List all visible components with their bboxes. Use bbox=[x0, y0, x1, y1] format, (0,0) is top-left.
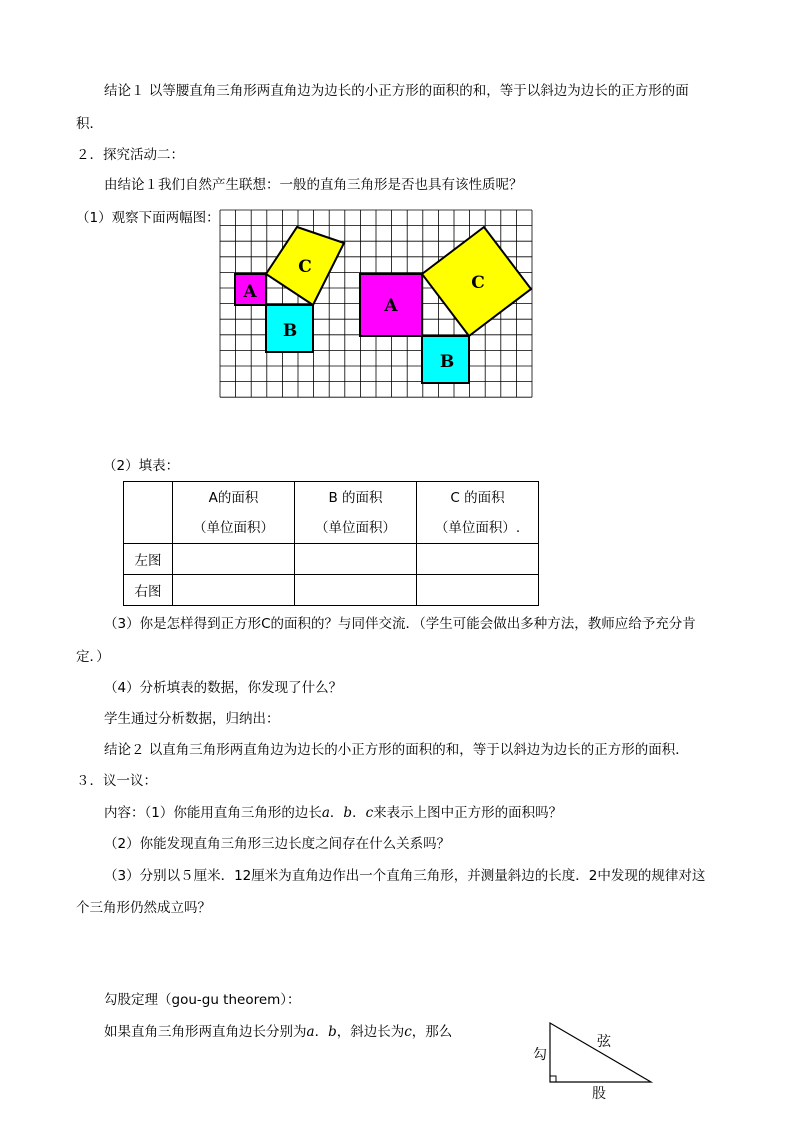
theorem-sep: ． bbox=[314, 1024, 329, 1040]
discuss-q3-line1: （3）分别以５厘米．12厘米为直角边作出一个直角三角形，并测量斜边的长度．2中发现的规律对这 bbox=[104, 868, 706, 884]
right-angle-mark bbox=[550, 1076, 556, 1082]
conclusion1-line1: 结论１ 以等腰直角三角形两直角边为边长的小正方形的面积的和，等于以斜边为边长的正方形的面 bbox=[104, 83, 689, 99]
theorem-title: 勾股定理（gou-gu theorem）： bbox=[104, 992, 301, 1008]
activity2-heading: ２．探究活动二： bbox=[76, 147, 184, 163]
fill-table-label: （2）填表： bbox=[103, 458, 180, 474]
activity2-intro: 由结论１我们自然产生联想：一般的直角三角形是否也具有该性质呢？ bbox=[104, 177, 523, 193]
discuss-q3-line2: 个三角形仍然成立吗？ bbox=[76, 900, 211, 916]
q3-line2: 定．） bbox=[76, 649, 110, 665]
fill-table bbox=[123, 481, 539, 606]
header-a-line1: A的面积 bbox=[208, 489, 259, 506]
theorem-stmt-post: ，那么 bbox=[411, 1024, 453, 1040]
theorem-var-b: b bbox=[328, 1024, 337, 1040]
right-label-a: A bbox=[384, 296, 398, 316]
cell-right-b[interactable] bbox=[295, 575, 417, 606]
right-triangle bbox=[550, 1023, 651, 1082]
theorem-var-c: c bbox=[404, 1024, 412, 1040]
table-header-b bbox=[295, 482, 417, 544]
table-row bbox=[124, 544, 539, 575]
cell-left-b[interactable] bbox=[295, 544, 417, 575]
cell-right-a[interactable] bbox=[173, 575, 295, 606]
right-label-b: B bbox=[439, 352, 455, 372]
theorem-statement bbox=[104, 1022, 452, 1042]
discuss-q1 bbox=[104, 803, 562, 823]
left-label-b: B bbox=[282, 321, 298, 341]
cell-left-c[interactable] bbox=[417, 544, 539, 575]
label-xian: 弦 bbox=[597, 1034, 611, 1050]
row-label-left: 左图 bbox=[124, 544, 173, 575]
table-header-a bbox=[173, 482, 295, 544]
conclusion1-line2: 积． bbox=[76, 116, 103, 132]
row-label-right: 右图 bbox=[124, 575, 173, 606]
conclusion2-text: 结论２ 以直角三角形两直角边为边长的小正方形的面积的和，等于以斜边为边长的正方形的面积． bbox=[104, 742, 689, 758]
discuss-heading: ３．议一议： bbox=[76, 773, 157, 789]
right-triangle-diagram bbox=[530, 1018, 660, 1102]
table-header-c bbox=[417, 482, 539, 544]
observe-label: （1）观察下面两幅图： bbox=[76, 210, 220, 226]
discuss-q2: （2）你能发现直角三角形三边长度之间存在什么关系吗？ bbox=[104, 836, 451, 852]
theorem-stmt-pre: 如果直角三角形两直角边长分别为 bbox=[104, 1024, 307, 1040]
theorem-var-a: a bbox=[306, 1024, 315, 1040]
right-label-c: C bbox=[471, 273, 485, 293]
left-label-a: A bbox=[243, 282, 257, 302]
header-a-line2: （单位面积） bbox=[193, 519, 274, 536]
table-row bbox=[124, 482, 539, 544]
header-b-line1: B 的面积 bbox=[328, 489, 383, 506]
header-c-line1: C 的面积 bbox=[450, 489, 505, 506]
header-b-line2: （单位面积） bbox=[315, 519, 396, 536]
var-a: a bbox=[321, 805, 330, 821]
sep-1: ． bbox=[329, 805, 344, 821]
table-corner-cell bbox=[124, 482, 173, 544]
left-label-c: C bbox=[298, 257, 312, 277]
table-row bbox=[124, 575, 539, 606]
theorem-stmt-mid: ，斜边长为 bbox=[336, 1024, 405, 1040]
label-gou: 勾 bbox=[533, 1047, 547, 1063]
pythagoras-grid-figure bbox=[219, 209, 535, 399]
summary-text: 学生通过分析数据，归纳出： bbox=[104, 711, 280, 727]
q4-text: （4）分析填表的数据，你发现了什么？ bbox=[104, 680, 343, 696]
sep-2: ． bbox=[352, 805, 366, 821]
label-gu: 股 bbox=[592, 1086, 606, 1102]
cell-left-a[interactable] bbox=[173, 544, 295, 575]
discuss-q1-post: 来表示上图中正方形的面积吗？ bbox=[373, 805, 563, 821]
var-b: b bbox=[343, 805, 353, 821]
header-c-line2: （单位面积）. bbox=[434, 519, 521, 536]
var-c: c bbox=[365, 805, 374, 821]
cell-right-c[interactable] bbox=[417, 575, 539, 606]
q3-line1: （3）你是怎样得到正方形C的面积的？与同伴交流．（学生可能会做出多种方法，教师应给予充分肯 bbox=[104, 616, 696, 632]
discuss-q1-pre: 内容：（1）你能用直角三角形的边长 bbox=[104, 805, 322, 821]
